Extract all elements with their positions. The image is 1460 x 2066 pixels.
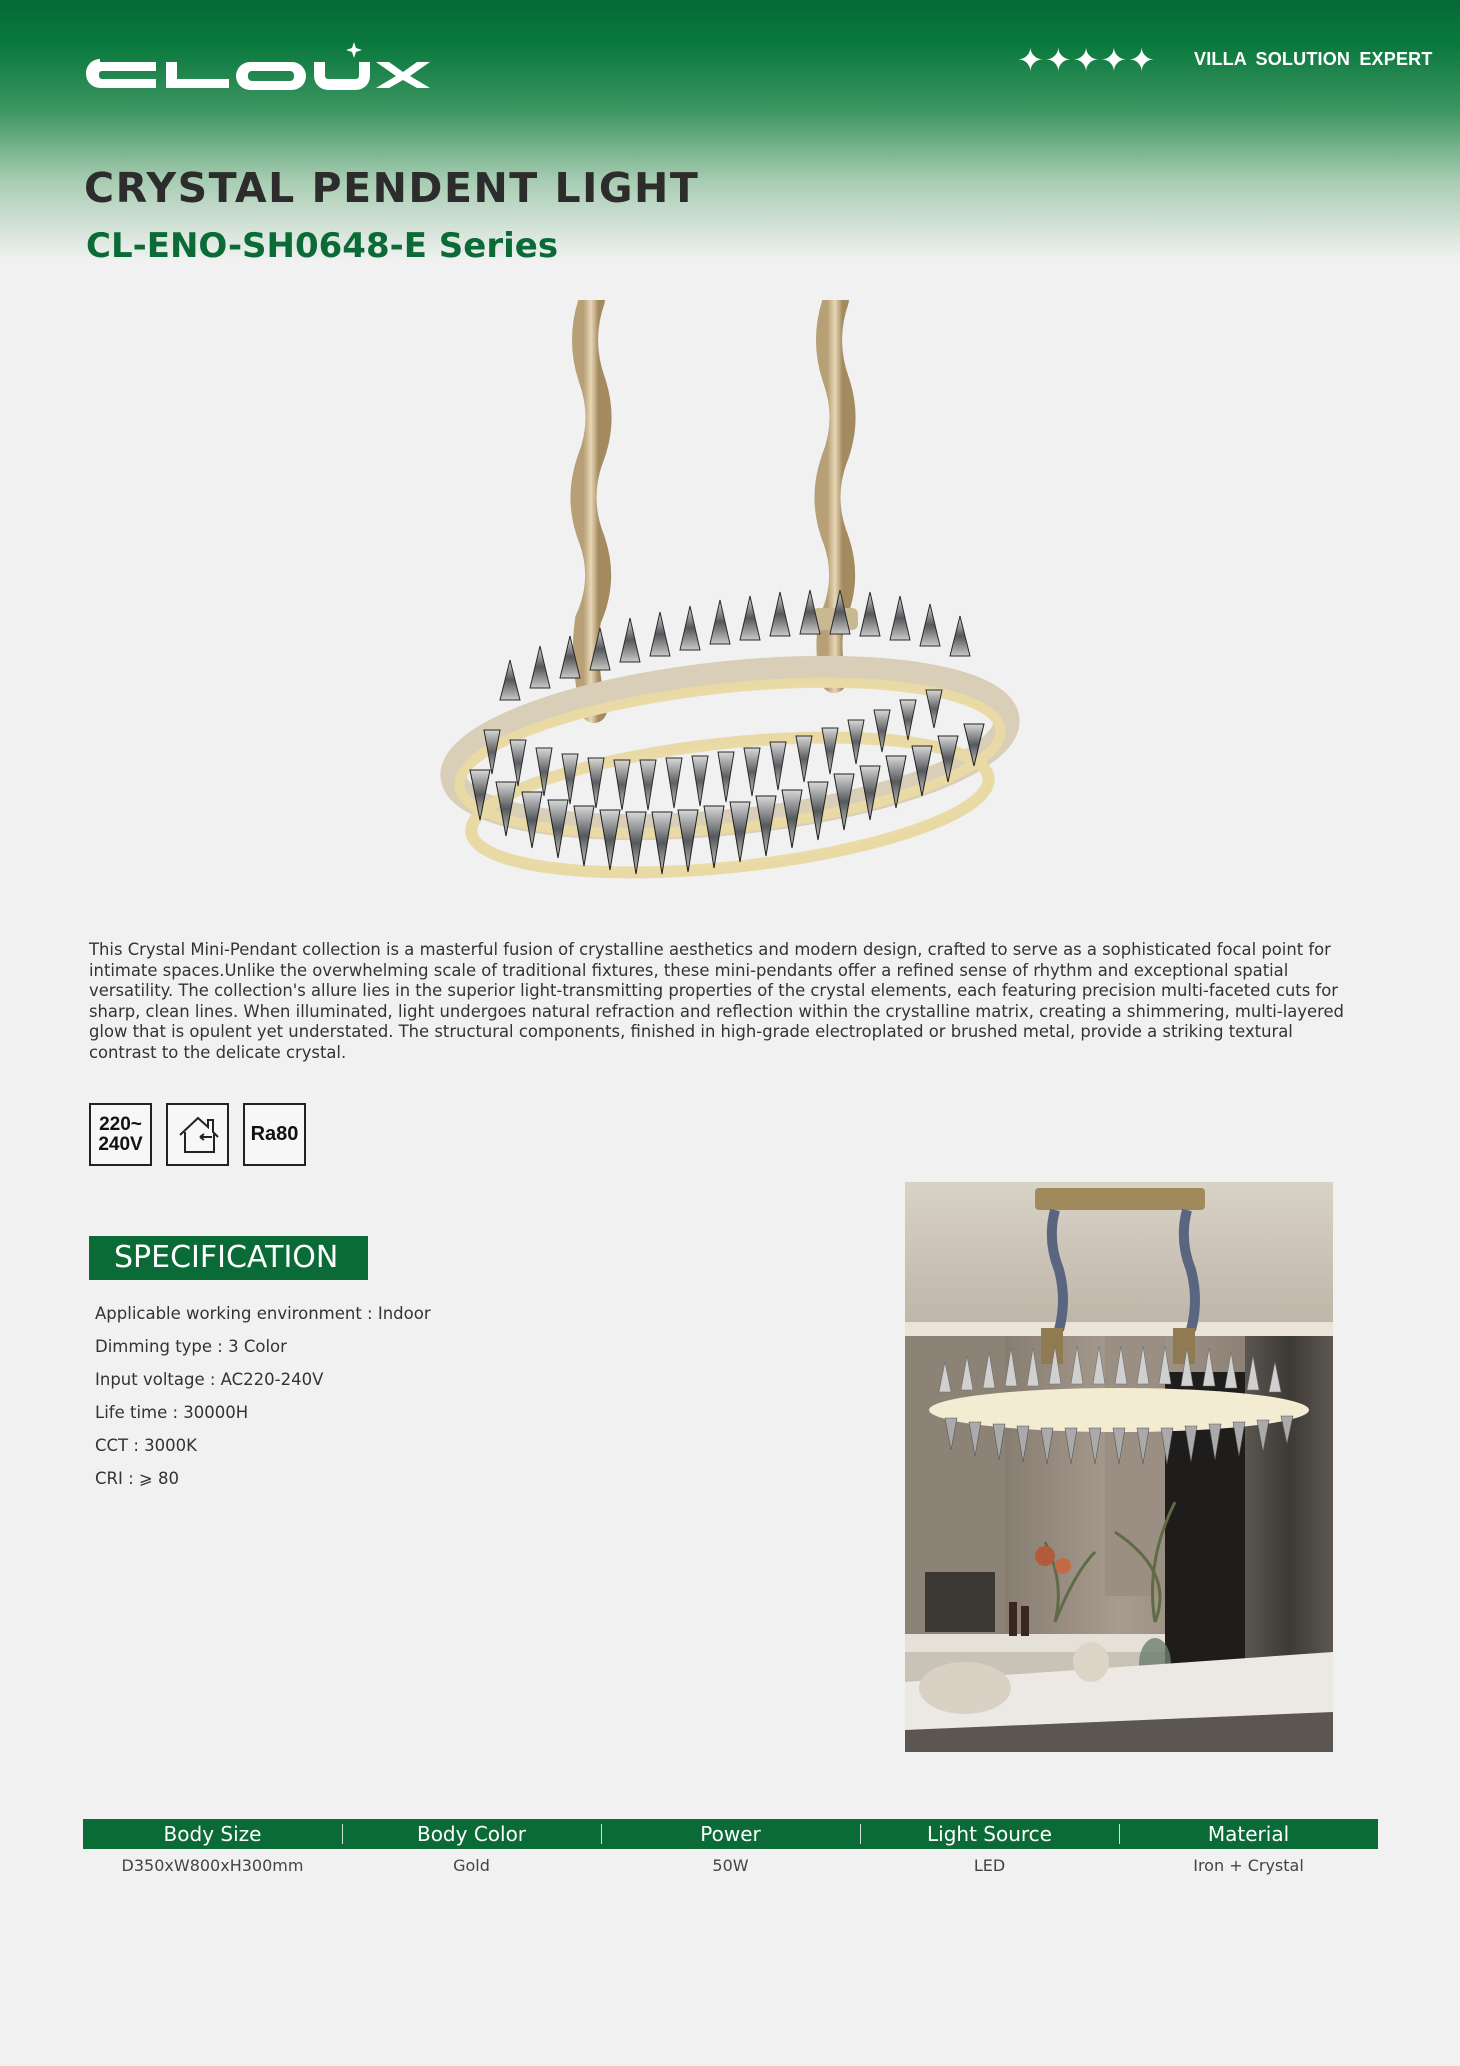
spec-item: Life time : 30000H [95,1403,249,1422]
cri-icon: Ra80 [243,1103,306,1166]
table-cell-body-size: D350xW800xH300mm [121,1856,304,1875]
cloux-logo [84,40,436,102]
table-header-body-size: Body Size [163,1822,262,1846]
table-header-power: Power [601,1819,860,1849]
table-header-body-color: Body Color [342,1819,601,1849]
spec-item: CRI : ⩾ 80 [95,1469,179,1488]
table-cell-light-source: LED [973,1856,1006,1875]
table-cell-material: Iron + Crystal [1193,1856,1304,1875]
spec-item: Input voltage : AC220-240V [95,1370,324,1389]
table-header-material: Material [1119,1819,1378,1849]
product-title: CRYSTAL PENDENT LIGHT [84,164,700,212]
voltage-line1: 220~ [99,1113,142,1135]
specification-heading: SPECIFICATION [89,1236,368,1280]
indoor-house-icon [166,1103,229,1166]
specification-list [95,1302,431,1500]
table-cell-power: 50W [712,1856,749,1875]
room-scene-photo [905,1182,1333,1752]
product-series: CL-ENO-SH0648-E Series [86,226,559,266]
spec-item: Dimming type : 3 Color [95,1337,287,1356]
voltage-line2: 240V [98,1133,143,1155]
spec-item: Applicable working environment : Indoor [95,1304,431,1323]
brand-tagline: VILLA SOLUTION EXPERT [1194,49,1433,69]
spec-table-header [83,1819,1378,1849]
feature-icons [89,1103,306,1166]
rating-stars: ✦✦✦✦✦ [1017,41,1157,79]
spec-table-row [83,1855,1378,1877]
spec-item: CCT : 3000K [95,1436,197,1455]
product-description: This Crystal Mini-Pendant collection is a masterful fusion of crystalline aesthetics and modern design, crafted to serve as a sophisticated focal point for intimate spaces.Unlike the overwhelming scale of traditional fixtures, these mini-pendants offer a refined sense of rhythm and exceptional spatial versatility. The collection's allure lies in the superior light-transmitting properties of the crystal elements, each featuring precision multi-faceted cuts for sharp, clean lines. When illuminated, light undergoes natural refraction and reflection within the crystalline matrix, creating a shimmering, multi-layered glow that is opulent yet understated. The structural components, finished in high-grade electroplated or brushed metal, provide a striking textural contrast to the delicate crystal. [89,940,1344,1062]
voltage-icon [89,1103,152,1166]
table-cell-body-color: Gold [453,1856,490,1875]
table-header-light-source: Light Source [860,1819,1119,1849]
crystal-pendant-product-image [440,300,1020,900]
header-band [0,0,1460,260]
